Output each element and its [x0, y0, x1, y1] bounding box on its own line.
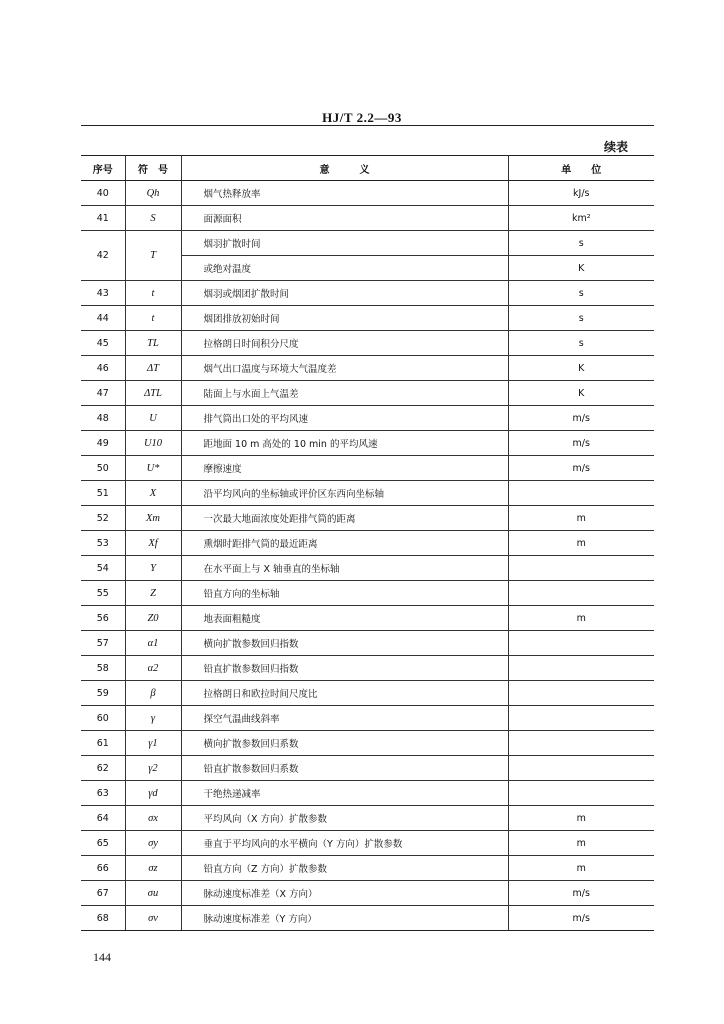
row-meaning: 铅直方向的坐标轴: [181, 581, 508, 606]
row-number: 40: [81, 181, 125, 206]
row-symbol: Qh: [125, 181, 181, 206]
table-row: [81, 306, 654, 331]
row-unit-alt: K: [508, 256, 654, 281]
row-meaning: 地表面粗糙度: [181, 606, 508, 631]
table-row: [81, 181, 654, 206]
row-meaning: 烟团排放初始时间: [181, 306, 508, 331]
row-number: 45: [81, 331, 125, 356]
table-row: [81, 531, 654, 556]
table-row: [81, 756, 654, 781]
row-unit: m: [508, 831, 654, 856]
document-code: HJ/T 2.2—93: [322, 110, 402, 125]
row-unit: m/s: [508, 881, 654, 906]
table-row: [81, 606, 654, 631]
table-row: [81, 581, 654, 606]
row-meaning: 横向扩散参数回归指数: [181, 631, 508, 656]
row-number: 49: [81, 431, 125, 456]
row-unit: m: [508, 806, 654, 831]
row-unit: s: [508, 306, 654, 331]
row-symbol: S: [125, 206, 181, 231]
symbol-table: [81, 155, 654, 931]
row-meaning: 一次最大地面浓度处距排气筒的距离: [181, 506, 508, 531]
row-meaning: 摩擦速度: [181, 456, 508, 481]
row-meaning: 探空气温曲线斜率: [181, 706, 508, 731]
row-symbol: t: [125, 306, 181, 331]
row-unit: [508, 756, 654, 781]
row-meaning: 垂直于平均风向的水平横向（Y 方向）扩散参数: [181, 831, 508, 856]
row-meaning: 烟气热释放率: [181, 181, 508, 206]
row-unit: [508, 681, 654, 706]
row-meaning: 平均风向（X 方向）扩散参数: [181, 806, 508, 831]
row-unit: m: [508, 606, 654, 631]
table-row: [81, 556, 654, 581]
row-symbol: U: [125, 406, 181, 431]
row-unit: m/s: [508, 906, 654, 931]
row-number: 68: [81, 906, 125, 931]
row-unit: m: [508, 856, 654, 881]
row-symbol: U*: [125, 456, 181, 481]
row-symbol: γd: [125, 781, 181, 806]
row-number: 66: [81, 856, 125, 881]
table-row: [81, 631, 654, 656]
row-meaning: 烟羽扩散时间: [181, 231, 508, 256]
table-row: [81, 781, 654, 806]
row-symbol: σz: [125, 856, 181, 881]
row-symbol: σv: [125, 906, 181, 931]
row-number: 63: [81, 781, 125, 806]
row-symbol: Xm: [125, 506, 181, 531]
row-number: 60: [81, 706, 125, 731]
table-row: [81, 456, 654, 481]
row-unit: [508, 781, 654, 806]
symbol-table-container: [81, 155, 654, 931]
row-number: 44: [81, 306, 125, 331]
row-meaning: 横向扩散参数回归系数: [181, 731, 508, 756]
row-number: 42: [81, 231, 125, 281]
row-symbol: σy: [125, 831, 181, 856]
row-meaning: 脉动速度标准差（Y 方向）: [181, 906, 508, 931]
table-row: [81, 481, 654, 506]
table-row: [81, 706, 654, 731]
row-meaning: 铅直方向（Z 方向）扩散参数: [181, 856, 508, 881]
row-symbol: t: [125, 281, 181, 306]
row-symbol: α1: [125, 631, 181, 656]
row-meaning: 干绝热递减率: [181, 781, 508, 806]
row-meaning: 铅直扩散参数回归系数: [181, 756, 508, 781]
row-meaning: 距地面 10 m 高处的 10 min 的平均风速: [181, 431, 508, 456]
row-unit: kJ/s: [508, 181, 654, 206]
column-header-symbol: 符 号: [125, 156, 181, 181]
row-symbol: γ1: [125, 731, 181, 756]
table-row: [81, 506, 654, 531]
table-row: [81, 356, 654, 381]
row-meaning: 沿平均风向的坐标轴或评价区东西向坐标轴: [181, 481, 508, 506]
row-unit: m/s: [508, 456, 654, 481]
row-unit: [508, 706, 654, 731]
table-header-row: [81, 156, 654, 181]
row-number: 52: [81, 506, 125, 531]
row-unit: [508, 481, 654, 506]
row-number: 55: [81, 581, 125, 606]
row-meaning: 排气筒出口处的平均风速: [181, 406, 508, 431]
row-meaning: 脉动速度标准差（X 方向）: [181, 881, 508, 906]
table-row: [81, 906, 654, 931]
row-number: 67: [81, 881, 125, 906]
row-unit: [508, 731, 654, 756]
row-symbol: σu: [125, 881, 181, 906]
row-meaning: 陆面上与水面上气温差: [181, 381, 508, 406]
row-number: 62: [81, 756, 125, 781]
row-meaning: 面源面积: [181, 206, 508, 231]
row-number: 46: [81, 356, 125, 381]
page-number: 144: [93, 950, 111, 964]
table-row: [81, 831, 654, 856]
row-number: 54: [81, 556, 125, 581]
row-symbol: β: [125, 681, 181, 706]
row-number: 65: [81, 831, 125, 856]
row-symbol: U10: [125, 431, 181, 456]
row-meaning: 烟气出口温度与环境大气温度差: [181, 356, 508, 381]
row-number: 41: [81, 206, 125, 231]
table-row: [81, 231, 654, 256]
row-symbol: ΔTL: [125, 381, 181, 406]
continued-label: 续表: [604, 140, 629, 154]
row-meaning: 铅直扩散参数回归指数: [181, 656, 508, 681]
column-header-unit: 单 位: [508, 156, 654, 181]
header-rule: [81, 125, 654, 126]
row-unit: m: [508, 531, 654, 556]
row-symbol: Xf: [125, 531, 181, 556]
row-number: 47: [81, 381, 125, 406]
table-row: [81, 681, 654, 706]
row-number: 50: [81, 456, 125, 481]
row-unit: s: [508, 281, 654, 306]
table-row: [81, 331, 654, 356]
row-unit: [508, 556, 654, 581]
row-symbol: Z0: [125, 606, 181, 631]
table-row: [81, 806, 654, 831]
row-symbol: γ: [125, 706, 181, 731]
table-row: [81, 406, 654, 431]
row-symbol: Y: [125, 556, 181, 581]
column-header-meaning: 意 义: [181, 156, 508, 181]
row-unit: s: [508, 231, 654, 256]
row-unit: [508, 656, 654, 681]
row-meaning-alt: 或绝对温度: [181, 256, 508, 281]
row-meaning: 熏烟时距排气筒的最近距离: [181, 531, 508, 556]
row-symbol: Z: [125, 581, 181, 606]
table-row: [81, 431, 654, 456]
table-row: [81, 856, 654, 881]
row-number: 57: [81, 631, 125, 656]
row-meaning: 烟羽或烟团扩散时间: [181, 281, 508, 306]
table-row: [81, 281, 654, 306]
row-unit: [508, 581, 654, 606]
row-unit: K: [508, 356, 654, 381]
row-number: 61: [81, 731, 125, 756]
column-header-no: 序号: [81, 156, 125, 181]
row-meaning: 在水平面上与 X 轴垂直的坐标轴: [181, 556, 508, 581]
row-symbol: X: [125, 481, 181, 506]
row-number: 64: [81, 806, 125, 831]
table-row: [81, 731, 654, 756]
row-meaning: 拉格朗日和欧拉时间尺度比: [181, 681, 508, 706]
table-row: [81, 881, 654, 906]
row-number: 59: [81, 681, 125, 706]
row-symbol: σx: [125, 806, 181, 831]
table-row: [81, 656, 654, 681]
row-unit: [508, 631, 654, 656]
row-meaning: 拉格朗日时间积分尺度: [181, 331, 508, 356]
row-number: 56: [81, 606, 125, 631]
table-row: [81, 381, 654, 406]
row-number: 51: [81, 481, 125, 506]
row-unit: m/s: [508, 431, 654, 456]
row-unit: s: [508, 331, 654, 356]
row-number: 48: [81, 406, 125, 431]
table-row: [81, 206, 654, 231]
row-symbol: TL: [125, 331, 181, 356]
row-symbol: T: [125, 231, 181, 281]
row-number: 43: [81, 281, 125, 306]
row-symbol: α2: [125, 656, 181, 681]
row-number: 53: [81, 531, 125, 556]
row-unit: K: [508, 381, 654, 406]
row-unit: m/s: [508, 406, 654, 431]
row-unit: m: [508, 506, 654, 531]
row-unit: km²: [508, 206, 654, 231]
row-number: 58: [81, 656, 125, 681]
row-symbol: ΔT: [125, 356, 181, 381]
row-symbol: γ2: [125, 756, 181, 781]
